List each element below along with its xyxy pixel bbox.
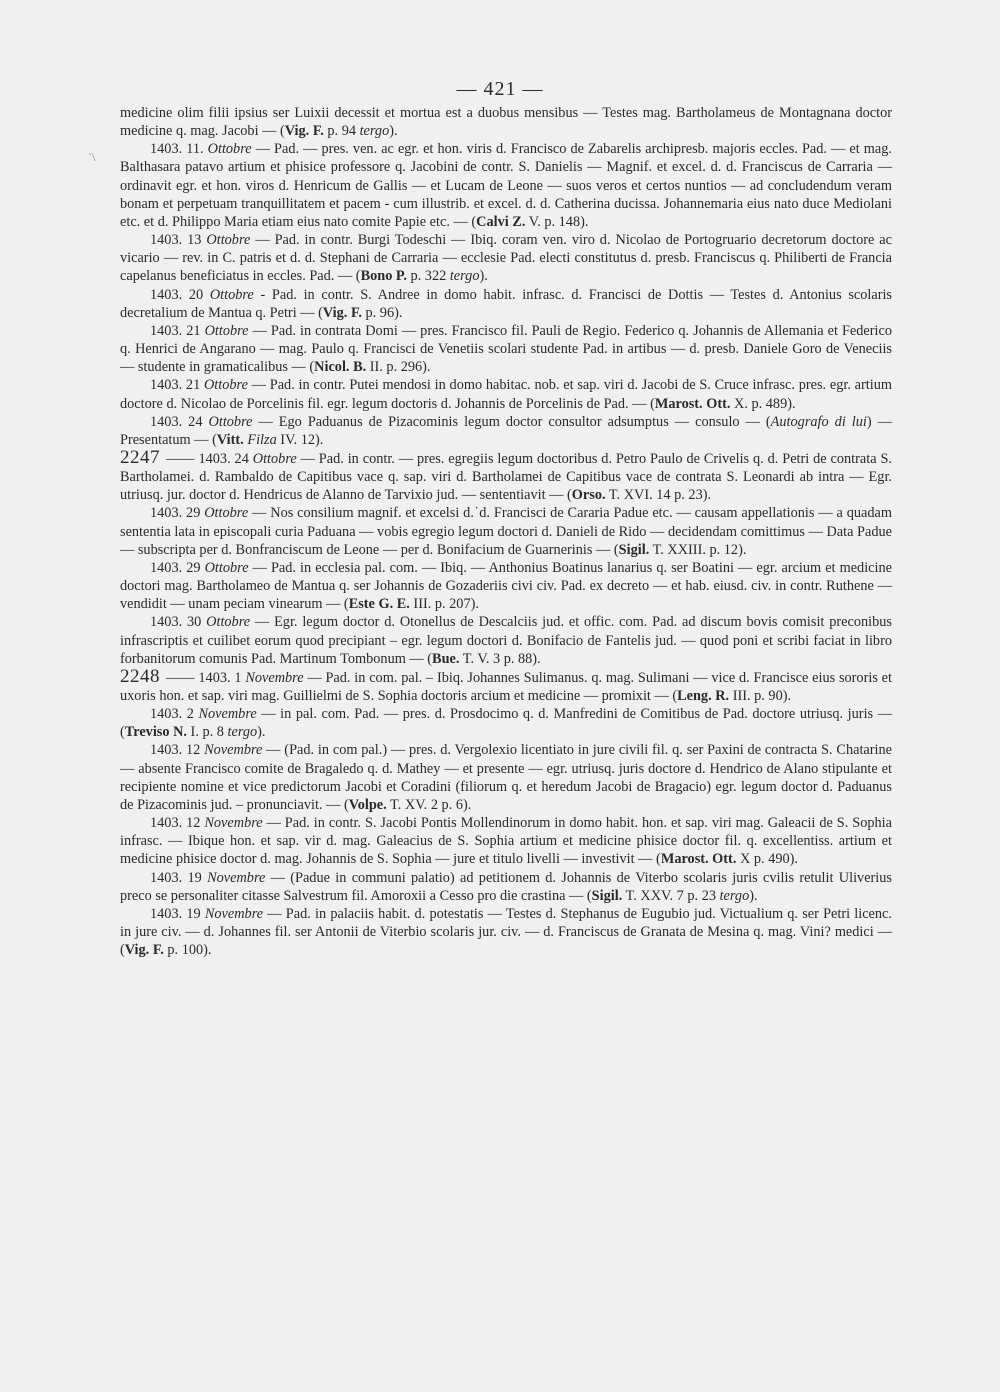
entry-paragraph	[120, 413, 892, 449]
entry-text: T. XVI. 14 p. 23).	[605, 487, 712, 504]
italic-text: Ottobre	[204, 505, 249, 522]
entry-text: — in pal. com. Pad. — pres. d. Prosdocimo q. d. Manfredini de Comitibus de Pad. doctore utriusq. juris — (	[120, 706, 892, 741]
italic-text: Ottobre	[206, 232, 251, 249]
entry-number: 2247	[120, 446, 160, 468]
italic-text: Novembre	[204, 742, 263, 759]
entry-text: — Egr. legum doctor d. Otonellus de Descalciis jud. et offic. com. Pad. ad discum bovis comisit preconibus infrascriptis et cuilibet eorum quod precipiant – egr. legum doctori d. Bonifacio de Fantelis jud. — quod poni et scribi faciat in libro forbanitorum comunis Pad. Martinum Tombonum — (	[120, 614, 892, 667]
entry-text: — Pad. in palaciis habit. d. potestatis — Testes d. Stephanus de Eugubio jud. Victualium q. ser Petri licenc. in jure civ. — d. Johannes fil. ser Antonii de Viterbio scolaris jur. civ. — d. Franciscus de Granata de Mesina q. mag. Vini? medici — (	[120, 905, 892, 959]
entry-text: —— 1403. 1	[166, 669, 246, 686]
entry-text: — Pad. in contr. — pres. egregiis legum doctoribus d. Petro Paulo de Crivelis q. d. Petri de contrata S. Bartholamei. d. Rambaldo de Capitibus vace q. sap. viri d. Bartholamei de Capitibus vace de contrata S. Leonardi ab intra — Egr. utriusq. jur. doctor d. Hendricus de Alanno de Tarvixio jud. — sententiavit — (	[120, 450, 892, 504]
entry-text: 1403. 21	[150, 322, 205, 339]
italic-text: Ottobre	[208, 413, 253, 430]
italic-text: Ottobre	[209, 286, 254, 303]
entry-text: ).	[257, 724, 266, 741]
entry-text: 1403. 29	[150, 559, 205, 576]
source-reference: Marost. Ott.	[654, 395, 731, 412]
italic-text: Autografo di lui	[770, 413, 867, 430]
entry-text: III. p. 90).	[729, 688, 792, 704]
entry-text: — (Padue in communi palatio) ad petitionem d. Johannis de Viterbo scolaris juris cvilis retulit Uliverius preco se personaliter citasse Salvestrum fil. Amoroxii a Cesso pro die crastina — (	[120, 869, 892, 904]
italic-text: Ottobre	[206, 614, 251, 631]
entry-text: T. V. 3 p. 88).	[459, 650, 541, 667]
italic-text: Novembre	[204, 815, 263, 832]
italic-text: tergo	[227, 724, 258, 741]
entry-text: — Pad. in contr. Putei mendosi in domo habitac. nob. et sap. viri d. Jacobi de S. Cruce infrasc. pres. egr. artium doctore d. Nicolao de Porcelinis fil. egr. legum doctoris d. Johannis de Porcelinis de Pad. — (	[120, 377, 892, 412]
entry-paragraph	[120, 376, 892, 412]
entry-text: - Pad. in contr. S. Andree in domo habit. infrasc. d. Francisci de Dottis — Testes d. Antonius scolaris decretalium de Mantua q. Petri — (	[120, 286, 892, 321]
italic-text: Ottobre	[203, 377, 248, 394]
entry-paragraph	[120, 140, 892, 231]
source-reference: Leng. R.	[677, 688, 730, 704]
entry-number: 2248	[120, 665, 160, 687]
source-reference: Treviso N.	[124, 724, 187, 741]
entry-text: 1403. 21	[150, 377, 204, 394]
entry-text: 1403. 12	[150, 742, 205, 759]
source-reference: Volpe.	[348, 796, 387, 813]
entry-text: 1403. 13	[150, 232, 207, 249]
source-reference: Orso.	[571, 487, 606, 504]
entry-text: X. p. 489).	[730, 395, 796, 412]
entry-paragraph	[120, 286, 892, 322]
entry-text: 1403. 19	[150, 869, 208, 886]
source-reference: Vig. F.	[322, 304, 362, 321]
italic-text: Novembre	[245, 669, 304, 686]
entry-text: 1403. 12	[150, 815, 205, 832]
source-reference: Bono P.	[360, 268, 407, 285]
source-reference: Vig. F.	[124, 942, 164, 959]
source-reference: Marost. Ott.	[660, 851, 737, 868]
entry-text: p. 96).	[361, 304, 403, 321]
source-reference: Vitt.	[216, 431, 244, 448]
italic-text: Novembre	[204, 905, 264, 922]
entry-text: — Pad. in ecclesia pal. com. — Ibiq. — Anthonius Boatinus lanarius q. ser Boatini — egr. arcium et medicine doctori mag. Bartholameo de Mantua q. ser Johannis de Gozaderiis civi civ. Pad. ex decreto — et hab. eiusd. civ. in contr. Ruthene — vendidit — unam peciam vinearum — (	[120, 559, 892, 613]
italic-text: tergo	[449, 268, 480, 285]
entry-text: — Pad. in contrata Domi — pres. Francisco fil. Pauli de Regio. Federico q. Johannis de Allemania et Federico q. Henrici de Angarano — mag. Paulo q. Francisci de Venetiis scolari studente Pad. in artibus — d. presb. Daniele Goro de Veneciis — studente in gramaticalibus — (	[120, 322, 892, 376]
entry-paragraph	[120, 869, 892, 905]
page-number: — 421 —	[456, 78, 544, 100]
entry-text: I. p. 8	[186, 724, 228, 741]
italic-text: Ottobre	[204, 559, 249, 576]
entry-text: 1403. 24	[150, 413, 209, 430]
entry-text: ).	[389, 123, 398, 140]
italic-text: tergo	[719, 887, 750, 904]
entry-paragraph	[120, 322, 892, 376]
entry-text: 1403. 2	[150, 706, 199, 723]
entry-paragraph	[120, 231, 892, 285]
entry-text: p. 322	[406, 268, 450, 285]
entry-text: ) — Presentatum — (	[120, 413, 892, 448]
entry-text: — Pad. — pres. ven. ac egr. et hon. viris d. Francisco de Zabarelis archipresb. majoris eccles. Pad. — et mag. Balthasara patavo artium et phisice professore q. Jacobini de contr. S. Danielis — Magnif. et excel. d. d. Franciscus de Carraria — ordinavit egr. et hon. viros d. Henricum de Gallis — et Lucam de Leone — suos veros et certos nuntios — ad concludendum veram bonam et perpetuam tranquillitatem et pacem - cum illustrib. et excel. d. d. Catherina ducissa. Johannemaria eius nato duce Mediolani etc. et d. Philippo Maria etiam eius nato comite Papie etc. — (	[120, 141, 892, 230]
entry-paragraph	[120, 814, 892, 868]
entry-text: —— 1403. 24	[166, 450, 253, 467]
entry-text: p. 100).	[163, 942, 212, 959]
entry-paragraph	[120, 705, 892, 741]
entry-text: — Pad. in contr. S. Jacobi Pontis Mollendinorum in domo habit. hon. et sap. viri mag. Galeacii de S. Sophia infrasc. — Ibique hon. et sap. vir d. mag. Galeacius de S. Sophia artium et medicine phisice doctor fil. q. excellentiss. artium et medicine phisice doctor d. mag. Johannis de S. Sophia — jure et titulo livelli — investivit — (	[120, 815, 892, 868]
entry-text: — Pad. in com. pal. – Ibiq. Johannes Sulimanus. q. mag. Sulimani — vice d. Francisce eius sororis et uxoris hon. et sap. viri mag. Guillielmi de S. Sophia doctoris arcium et medicine — promixit — (	[120, 669, 893, 704]
entry-text: — Pad. in contr. Burgi Todeschi — Ibiq. coram ven. viro d. Nicolao de Portogruario decretorum doctore ac vicario — rev. in C. patris et d. d. Stephani de Carraria — ecclesie Pad. electi constitutus d. presb. Franciscus q. Philiberti de Francia capelanus beneficiatus in eccles. Pad. — (	[120, 232, 892, 285]
entry-text: 1403. 20	[150, 286, 210, 303]
entry-paragraph	[120, 613, 892, 667]
entry-text: 1403. 30	[150, 614, 207, 631]
source-reference: Nicol. B.	[314, 359, 367, 376]
entry-text: T. XXIII. p. 12).	[649, 541, 747, 558]
source-reference: Sigil.	[591, 887, 623, 904]
entry-paragraph	[120, 665, 893, 705]
entry-text: IV. 12).	[276, 431, 324, 448]
entry-text: p. 94	[323, 123, 360, 140]
entry-text: medicine olim filii ipsius ser Luixii decessit et mortua est a duobus mensibus — Testes mag. Bartholameus de Montagnana doctor medicine q. mag. Jacobi — (	[120, 105, 892, 140]
entry-text: 1403. 19	[150, 905, 205, 922]
entry-text: ).	[749, 887, 758, 904]
entry-paragraph	[120, 104, 892, 140]
entry-text: T. XXV. 7 p. 23	[622, 887, 720, 904]
entry-text: X p. 490).	[736, 851, 798, 868]
italic-text: Ottobre	[252, 450, 297, 467]
entry-paragraph	[120, 741, 892, 814]
entry-paragraph	[120, 559, 892, 613]
margin-mark: ˙\	[88, 150, 96, 164]
italic-text: Novembre	[207, 869, 266, 886]
italic-text: Ottobre	[204, 322, 249, 339]
entry-text: III. p. 207).	[409, 596, 479, 613]
entry-text: 1403. 29	[150, 505, 205, 522]
italic-text: Ottobre	[207, 141, 252, 158]
source-reference: Calvi Z.	[476, 213, 526, 230]
source-reference: Sigil.	[618, 541, 650, 558]
entry-text: — Ego Paduanus de Pizacominis legum doctor consultor adsumptus — consulo — (	[252, 413, 771, 430]
entry-text: ).	[479, 268, 488, 285]
entry-text: — Nos consilium magnif. et excelsi d.˙d. Francisci de Cararia Padue etc. — causam appellationis — a quadam sententia lata in episcopali curia Paduana — vobis egregio legum doctori d. Danieli de Rido — decidendam comittimus — Data Padue — subscripta per d. Bonfranciscum de Leone — per d. Bonifacium de Guarnerinis — (	[120, 505, 892, 558]
entry-paragraph	[120, 504, 892, 558]
entry-text: 1403. 11.	[150, 141, 208, 158]
italic-text: tergo	[359, 123, 390, 140]
entry-text: V. p. 148).	[525, 213, 589, 230]
entry-text: T. XV. 2 p. 6).	[386, 796, 472, 813]
document-body	[120, 104, 892, 959]
entry-text: — (Pad. in com pal.) — pres. d. Vergolexio licentiato in jure civili fil. q. ser Paxini de contracta S. Chatarine — absente Francisco comite de Bragaledo q. d. Mathey — et presente — egr. utriusq. juris doctore d. Hendrico de Alano stipulante et recipiente nomine et vice predictorum Jacobi et Coradini (filiorum q. et heredum Jacobi de Bragacio) egr. legum doctor d. Paduanus de Pizacominis jud. – pronunciavit. — (	[120, 742, 892, 813]
italic-text: Novembre	[198, 706, 257, 723]
source-reference: Vig. F.	[284, 123, 324, 140]
source-reference: Bue.	[432, 650, 460, 667]
entry-paragraph	[120, 446, 892, 504]
source-reference: Este G. E.	[348, 596, 410, 613]
italic-text: Filza	[247, 431, 277, 448]
entry-text: II. p. 296).	[366, 359, 431, 376]
entry-paragraph	[120, 905, 892, 959]
